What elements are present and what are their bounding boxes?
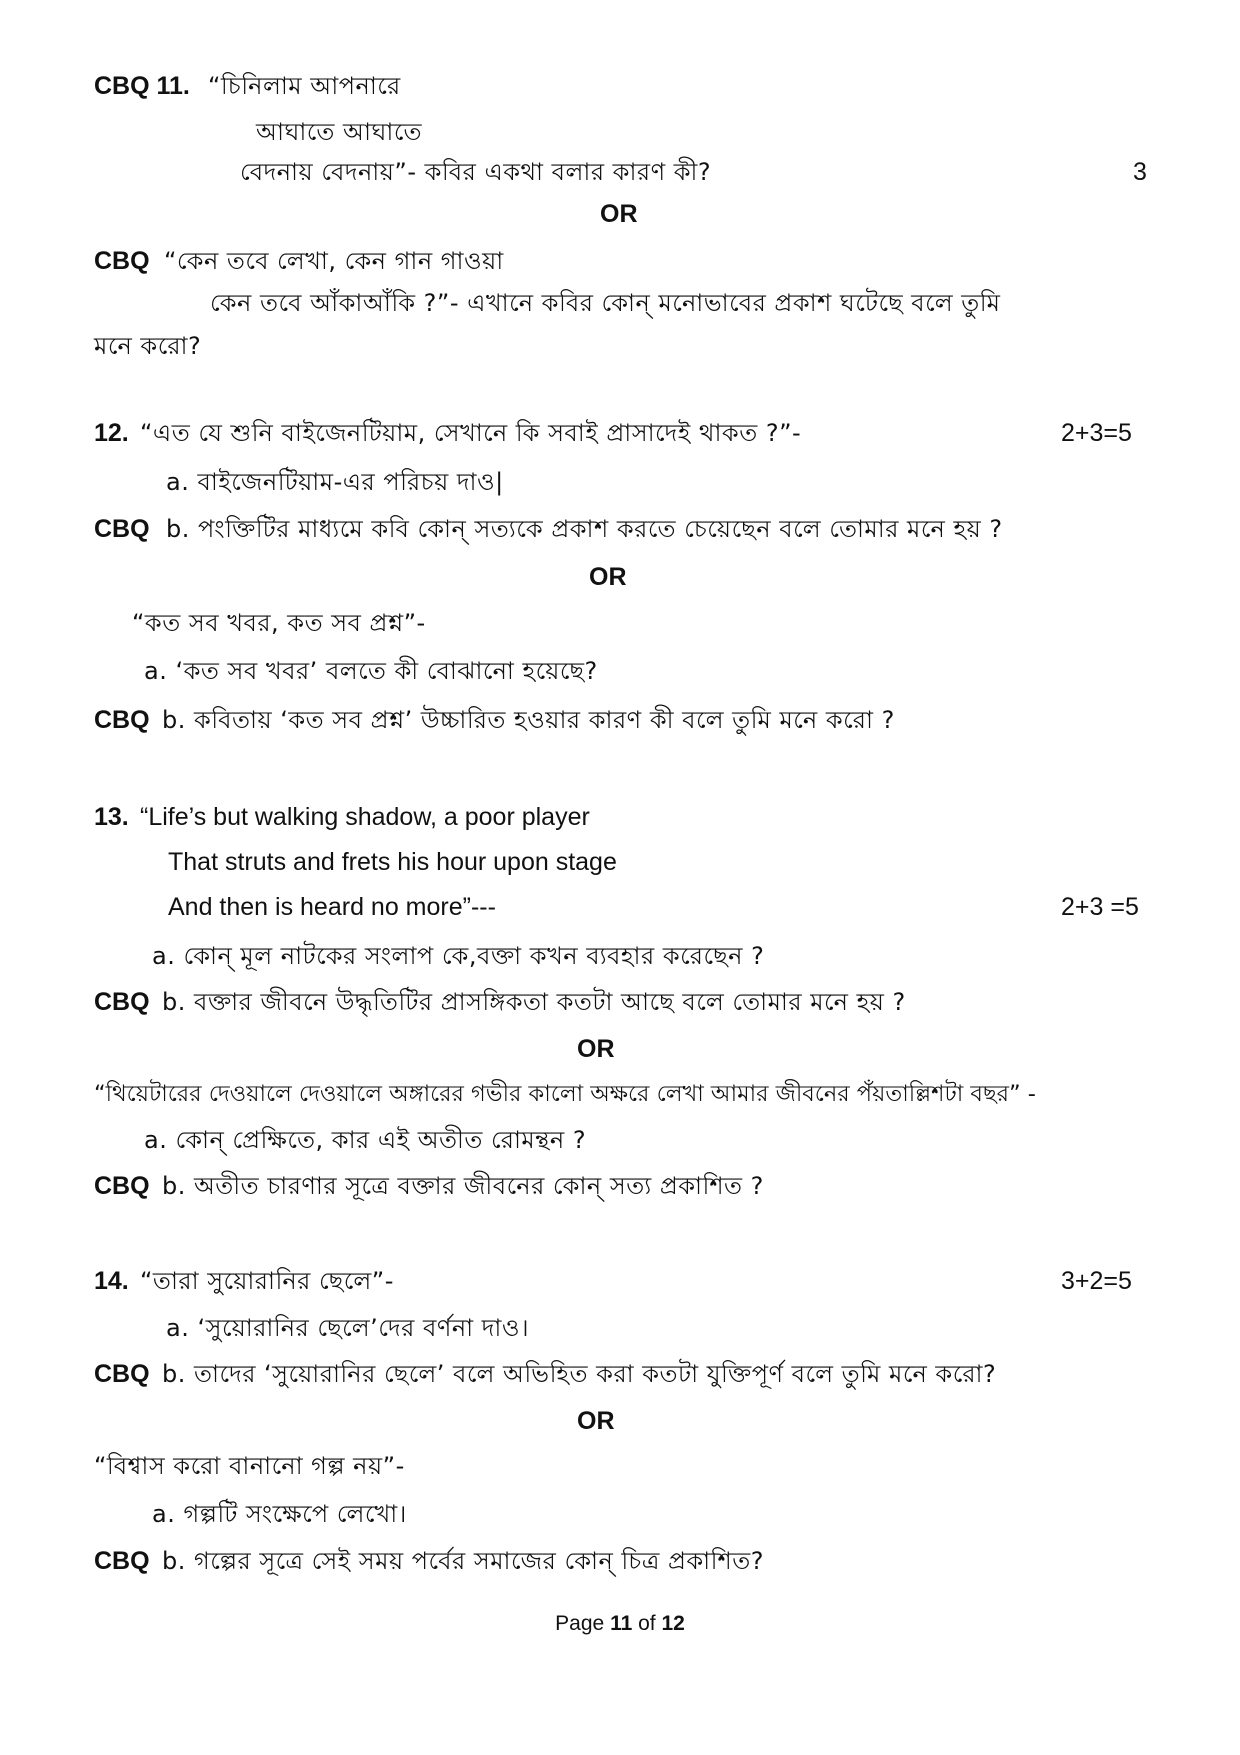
q11-line1 [0,66,1240,106]
q12-stem: “এত যে শুনি বাইজেনটিয়াম, সেখানে কি সবাই প্রাসাদেই থাকত ?”- [140,419,802,447]
q12-a-line [0,462,1240,502]
q11-marks: 3 [1133,158,1147,186]
q14-alt-a-line [0,1494,1240,1534]
q13-line3 [0,887,1240,927]
q14-label: 14. [94,1267,129,1295]
q14-alt-b: b. গল্পের সূত্রে সেই সময় পর্বের সমাজের কোন্ চিত্র প্রকাশিত? [162,1547,764,1575]
q13-or-line [0,1029,1240,1069]
q11-stem-line1: “চিনিলাম আপনারে [208,72,401,100]
q14-stem-line [0,1261,1240,1301]
q13-quote-line1: “Life’s but walking shadow, a poor player [140,803,590,831]
q11-alt-stem-line2: কেন তবে আঁকাআঁকি ?”- এখানে কবির কোন্ মনোভাবের প্রকাশ ঘটেছে বলে তুমি [210,289,1001,317]
q14-b-label: CBQ [94,1360,150,1388]
q13-quote-line3: And then is heard no more”--- [168,893,496,921]
q13-b-line [0,982,1240,1022]
q13-alt-b-label: CBQ [94,1172,150,1200]
footer-total-pages: 12 [661,1612,685,1635]
q14-alt-b-label: CBQ [94,1547,150,1575]
q13-label: 13. [94,803,129,831]
q13-alt-b-line [0,1166,1240,1206]
q12-b: b. পংক্তিটির মাধ্যমে কবি কোন্ সত্যকে প্রকাশ করতে চেয়েছেন বলে তোমার মনে হয় ? [166,515,1003,543]
q13-b: b. বক্তার জীবনে উদ্ধৃতিটির প্রাসঙ্গিকতা কতটা আছে বলে তোমার মনে হয় ? [162,988,906,1016]
q13-alt-stem-line [0,1074,1240,1114]
q12-alt-b: b. কবিতায় ‘কত সব প্রশ্ন’ উচ্চারিত হওয়ার কারণ কী বলে তুমি মনে করো ? [162,706,895,734]
q11-stem-line2: আঘাতে আঘাতে [256,118,422,146]
q11-alt-label: CBQ [94,247,150,275]
footer-current-page: 11 [610,1612,633,1635]
q14-a: a. ‘সুয়োরানির ছেলে’দের বর্ণনা দাও। [166,1314,530,1342]
q14-b-line [0,1354,1240,1394]
q14-b: b. তাদের ‘সুয়োরানির ছেলে’ বলে অভিহিত করা কতটা যুক্তিপূর্ণ বলে তুমি মনে করো? [162,1360,997,1388]
q13-or: OR [577,1035,615,1063]
q12-b-line [0,509,1240,549]
q11-alt-line1 [0,241,1240,281]
q12-alt-stem-line [0,603,1240,643]
q12-marks: 2+3=5 [1061,419,1132,447]
q11-alt-stem-line3: মনে করো? [94,332,202,360]
q11-or-line [0,194,1240,234]
q11-or: OR [600,200,638,228]
q13-a: a. কোন্ মূল নাটকের সংলাপ কে,বক্তা কখন ব্যবহার করেছেন ? [152,942,765,970]
q12-stem-line [0,413,1240,453]
q14-alt-stem: “বিশ্বাস করো বানানো গল্প নয়”- [94,1452,405,1480]
q13-quote-line2: That struts and frets his hour upon stage [168,848,617,876]
q12-or: OR [589,563,627,591]
q14-marks: 3+2=5 [1061,1267,1132,1295]
q13-alt-stem: “থিয়েটারের দেওয়ালে দেওয়ালে অঙ্গারের গভীর কালো অক্ষরে লেখা আমার জীবনের পঁয়তাল্লিশটা বছর” - [94,1081,1036,1107]
footer-page-word: Page [555,1612,605,1635]
q13-alt-b: b. অতীত চারণার সূত্রে বক্তার জীবনের কোন্ সত্য প্রকাশিত ? [162,1172,764,1200]
q13-marks: 2+3 =5 [1061,893,1139,921]
q12-alt-a: a. ‘কত সব খবর’ বলতে কী বোঝানো হয়েছে? [144,657,598,685]
q12-a: a. বাইজেনটিয়াম-এর পরিচয় দাও| [166,468,504,496]
footer-of-word: of [638,1612,656,1635]
q14-or: OR [577,1407,615,1435]
q14-alt-a: a. গল্পটি সংক্ষেপে লেখো। [152,1500,407,1528]
q11-line3 [0,152,1240,192]
q11-alt-stem-line1: “কেন তবে লেখা, কেন গান গাওয়া [164,247,504,275]
q13-line2 [0,842,1240,882]
q14-alt-b-line [0,1541,1240,1581]
q14-alt-stem-line [0,1446,1240,1486]
q13-a-line [0,936,1240,976]
q11-line2 [0,112,1240,152]
page-footer [0,1612,1240,1636]
q12-alt-a-line [0,651,1240,691]
q13-alt-a: a. কোন্ প্রেক্ষিতে, কার এই অতীত রোমন্থন ? [144,1126,587,1154]
q11-alt-line3 [0,326,1240,366]
q13-line1 [0,797,1240,837]
q12-alt-b-label: CBQ [94,706,150,734]
q14-a-line [0,1308,1240,1348]
q12-label: 12. [94,419,129,447]
q12-b-label: CBQ [94,515,150,543]
q11-stem-line3: বেদনায় বেদনায়”- কবির একথা বলার কারণ কী? [240,158,712,186]
q13-b-label: CBQ [94,988,150,1016]
q14-or-line [0,1401,1240,1441]
q12-alt-b-line [0,700,1240,740]
q11-alt-line2 [0,283,1240,323]
q12-alt-stem: “কত সব খবর, কত সব প্রশ্ন”- [132,609,426,637]
q12-or-line [0,557,1240,597]
q11-label: CBQ 11. [94,72,190,100]
q14-stem: “তারা সুয়োরানির ছেলে”- [140,1267,394,1295]
q13-alt-a-line [0,1120,1240,1160]
